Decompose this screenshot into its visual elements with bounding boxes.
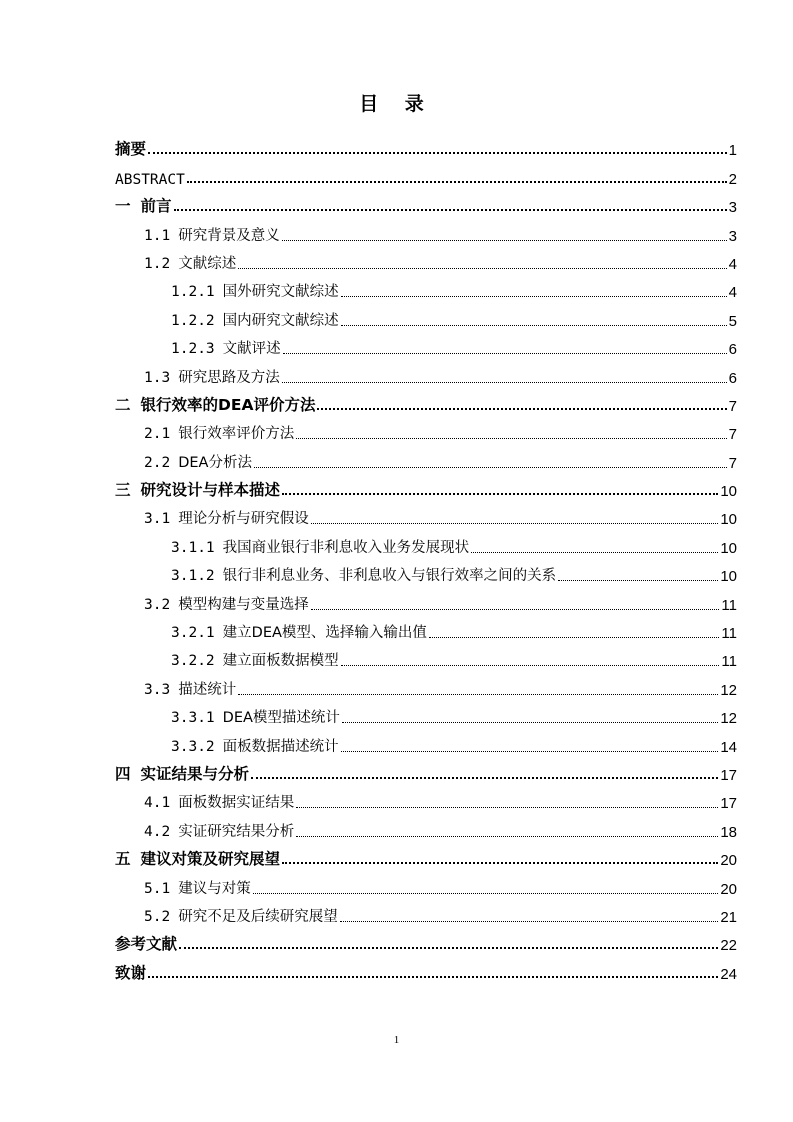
toc-entry-number: 1.1 xyxy=(144,227,171,244)
toc-entry-title: DEA模型描述统计 xyxy=(222,710,340,727)
toc-entry[interactable] xyxy=(115,869,737,897)
toc-entry[interactable] xyxy=(115,812,737,840)
toc-entry[interactable] xyxy=(115,585,737,613)
dot-leader xyxy=(341,751,719,752)
toc-entry[interactable] xyxy=(115,528,737,556)
dot-leader xyxy=(471,552,718,553)
dot-leader xyxy=(253,893,719,894)
toc-page-number: 3 xyxy=(728,199,737,217)
toc-entry-title: 前言 xyxy=(140,197,172,216)
toc-page-number: 7 xyxy=(728,454,737,472)
dot-leader xyxy=(148,152,727,154)
toc-entry-title: 致谢 xyxy=(115,963,147,982)
toc-entry-title: 研究思路及方法 xyxy=(178,369,280,386)
toc-page-number: 10 xyxy=(720,511,737,529)
dot-leader xyxy=(174,209,727,211)
toc-entry[interactable] xyxy=(115,756,737,784)
dot-leader xyxy=(238,694,718,695)
toc-page-number: 6 xyxy=(728,341,737,359)
toc-entry-title: 面板数据描述统计 xyxy=(222,738,339,755)
dot-leader xyxy=(187,181,727,183)
toc-entry[interactable] xyxy=(115,642,737,670)
toc-entry[interactable] xyxy=(115,926,737,954)
toc-entry-title: 建立面板数据模型 xyxy=(222,653,339,670)
toc-entry-title: 国外研究文献综述 xyxy=(222,284,339,301)
toc-entry-number: 二 xyxy=(115,395,131,414)
toc-entry-title: 国内研究文献综述 xyxy=(222,312,339,329)
toc-page-number: 4 xyxy=(728,284,737,302)
toc-entry[interactable] xyxy=(115,954,737,982)
toc-page-number: 1 xyxy=(728,142,737,160)
toc-page-number: 14 xyxy=(720,738,737,756)
toc-entry[interactable] xyxy=(115,301,737,329)
table-of-contents xyxy=(115,131,737,983)
toc-page-number: 20 xyxy=(720,880,737,898)
toc-page-number: 17 xyxy=(720,795,737,813)
toc-entry-title: 实证研究结果分析 xyxy=(178,823,295,840)
toc-entry[interactable] xyxy=(115,784,737,812)
dot-leader xyxy=(254,467,727,468)
toc-entry-number: 5.2 xyxy=(144,908,171,925)
toc-entry-title: 研究背景及意义 xyxy=(178,227,280,244)
toc-entry-title: 研究不足及后续研究展望 xyxy=(178,908,338,925)
toc-entry[interactable] xyxy=(115,358,737,386)
toc-entry[interactable] xyxy=(115,841,737,869)
toc-entry[interactable] xyxy=(115,216,737,244)
toc-entry-number: 3.3.2 xyxy=(171,738,215,755)
toc-entry[interactable] xyxy=(115,557,737,585)
toc-page-number: 12 xyxy=(720,681,737,699)
dot-leader xyxy=(558,580,718,581)
toc-entry-number: 1.3 xyxy=(144,369,171,386)
toc-entry[interactable] xyxy=(115,472,737,500)
toc-entry-number: 2.2 xyxy=(144,454,171,471)
toc-entry-title: 摘要 xyxy=(115,140,147,159)
dot-leader xyxy=(282,240,727,241)
toc-page-number: 7 xyxy=(728,426,737,444)
toc-entry[interactable] xyxy=(115,415,737,443)
toc-page-number: 18 xyxy=(720,823,737,841)
toc-entry[interactable] xyxy=(115,387,737,415)
dot-leader xyxy=(341,665,720,666)
toc-entry[interactable] xyxy=(115,500,737,528)
toc-title: 目 录 xyxy=(359,93,434,115)
toc-entry[interactable] xyxy=(115,245,737,273)
toc-entry-title: DEA分析法 xyxy=(178,454,252,471)
toc-page-number: 11 xyxy=(721,625,737,643)
toc-entry-number: 三 xyxy=(115,481,131,500)
toc-page-number: 10 xyxy=(720,539,737,557)
toc-entry[interactable] xyxy=(115,443,737,471)
dot-leader xyxy=(317,408,726,410)
dot-leader xyxy=(296,438,726,439)
toc-entry[interactable] xyxy=(115,131,737,159)
toc-entry[interactable] xyxy=(115,699,737,727)
toc-entry-title: 银行非利息业务、非利息收入与银行效率之间的关系 xyxy=(222,568,557,585)
toc-entry-title: 实证结果与分析 xyxy=(140,764,250,783)
toc-page-number: 22 xyxy=(720,937,737,955)
toc-entry-title: ABSTRACT xyxy=(115,171,185,188)
dot-leader xyxy=(340,921,719,922)
dot-leader xyxy=(429,637,720,638)
toc-entry-number: 3.2.1 xyxy=(171,625,215,642)
page-footer-number: 1 xyxy=(393,1034,400,1046)
toc-entry[interactable] xyxy=(115,188,737,216)
toc-page-number: 10 xyxy=(720,483,737,501)
dot-leader xyxy=(311,609,720,610)
toc-entry-title: 银行效率评价方法 xyxy=(178,426,295,443)
toc-entry-title: 理论分析与研究假设 xyxy=(178,511,309,528)
dot-leader xyxy=(251,777,718,779)
dot-leader xyxy=(296,807,718,808)
dot-leader xyxy=(341,296,727,297)
dot-leader xyxy=(296,836,718,837)
toc-entry[interactable] xyxy=(115,670,737,698)
toc-entry-number: 3.2.2 xyxy=(171,653,215,670)
toc-entry-title: 银行效率的DEA评价方法 xyxy=(140,395,316,414)
toc-entry-number: 3.1 xyxy=(144,511,171,528)
toc-entry-title: 研究设计与样本描述 xyxy=(140,481,281,500)
toc-entry-number: 4.2 xyxy=(144,823,171,840)
toc-entry-title: 我国商业银行非利息收入业务发展现状 xyxy=(222,539,470,556)
toc-entry-number: 1.2 xyxy=(144,255,171,272)
dot-leader xyxy=(342,722,718,723)
toc-entry[interactable] xyxy=(115,898,737,926)
dot-leader xyxy=(179,947,718,949)
toc-entry-title: 模型构建与变量选择 xyxy=(178,596,309,613)
dot-leader xyxy=(311,523,719,524)
toc-entry-number: 五 xyxy=(115,850,131,869)
toc-page-number: 4 xyxy=(728,255,737,273)
toc-entry-title: 文献评述 xyxy=(222,341,281,358)
toc-entry-number: 一 xyxy=(115,197,131,216)
toc-entry-number: 四 xyxy=(115,764,131,783)
toc-page-number: 21 xyxy=(720,908,737,926)
toc-page-number: 12 xyxy=(720,710,737,728)
toc-entry-number: 5.1 xyxy=(144,880,171,897)
dot-leader xyxy=(283,353,727,354)
toc-entry-title: 建议对策及研究展望 xyxy=(140,850,281,869)
dot-leader xyxy=(148,976,718,978)
dot-leader xyxy=(282,862,718,864)
toc-entry-number: 3.3.1 xyxy=(171,710,215,727)
toc-page-number: 5 xyxy=(728,312,737,330)
toc-page-number: 6 xyxy=(728,369,737,387)
toc-entry[interactable] xyxy=(115,273,737,301)
toc-page-number: 2 xyxy=(728,170,737,188)
toc-page-number: 7 xyxy=(728,397,737,415)
toc-entry[interactable] xyxy=(115,614,737,642)
dot-leader xyxy=(341,325,727,326)
toc-page-number: 3 xyxy=(728,227,737,245)
toc-page-number: 11 xyxy=(721,653,737,671)
toc-entry-number: 1.2.3 xyxy=(171,341,215,358)
toc-entry[interactable] xyxy=(115,159,737,187)
toc-entry-number: 1.2.1 xyxy=(171,284,215,301)
toc-entry-number: 2.1 xyxy=(144,426,171,443)
toc-entry-title: 参考文献 xyxy=(115,935,178,954)
toc-page-number: 17 xyxy=(720,766,737,784)
dot-leader xyxy=(282,493,718,495)
toc-entry-number: 3.2 xyxy=(144,596,171,613)
toc-page-number: 20 xyxy=(720,852,737,870)
toc-entry[interactable] xyxy=(115,727,737,755)
dot-leader xyxy=(238,268,726,269)
toc-page-number: 24 xyxy=(720,965,737,983)
toc-entry-number: 3.3 xyxy=(144,681,171,698)
toc-entry-title: 建议与对策 xyxy=(178,880,251,897)
toc-entry[interactable] xyxy=(115,330,737,358)
toc-entry-number: 4.1 xyxy=(144,795,171,812)
toc-entry-title: 建立DEA模型、选择输入输出值 xyxy=(222,625,427,642)
toc-page-number: 11 xyxy=(721,596,737,614)
toc-entry-number: 3.1.1 xyxy=(171,539,215,556)
toc-entry-title: 文献综述 xyxy=(178,255,237,272)
toc-entry-number: 3.1.2 xyxy=(171,568,215,585)
dot-leader xyxy=(282,382,727,383)
toc-entry-number: 1.2.2 xyxy=(171,312,215,329)
toc-page-number: 10 xyxy=(720,568,737,586)
toc-entry-title: 描述统计 xyxy=(178,681,237,698)
toc-entry-title: 面板数据实证结果 xyxy=(178,795,295,812)
